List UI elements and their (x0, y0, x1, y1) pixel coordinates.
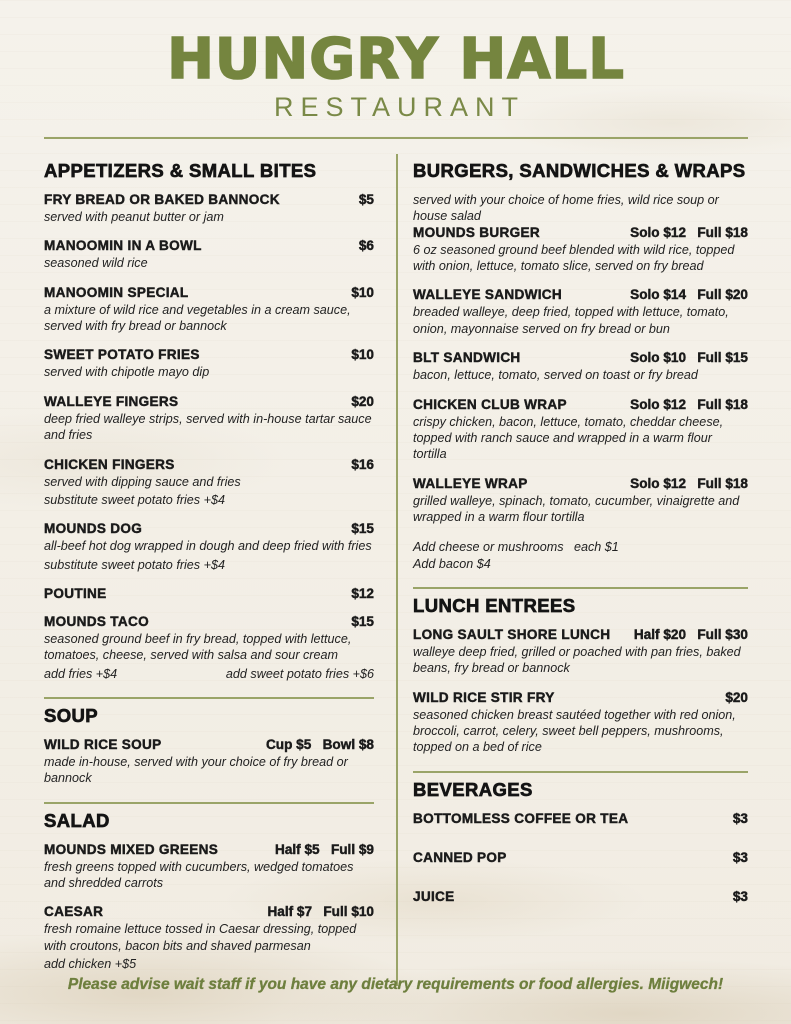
item-price: $5 (358, 192, 374, 207)
item-description: breaded walleye, deep fried, topped with lettuce, tomato, onion, mayonnaise served on fry bread or bun (413, 305, 729, 336)
item-addon-right: add sweet potato fries +$6 (225, 666, 374, 681)
item-name-price-row (44, 285, 374, 300)
item-price: Cup $5 Bowl $8 (265, 737, 374, 753)
section-soup (44, 699, 374, 787)
item-name-price-row (413, 850, 748, 865)
section-note: served with your choice of home fries, wild rice soup or house salad (413, 193, 719, 224)
item-description: deep fried walleye strips, served with in-house tartar sauce and fries (44, 411, 372, 443)
menu-item-walleye-fingers (44, 394, 374, 444)
item-name: CAESAR (44, 904, 104, 920)
item-description: 6 oz seasoned ground beef blended with wild rice, topped with onion, lettuce, tomato slice, served on fry bread (413, 242, 735, 274)
item-description: seasoned wild rice (44, 256, 148, 271)
section-appetizers (44, 154, 374, 682)
item-name-price-row (44, 737, 374, 752)
section-soup-title: SOUP (44, 705, 99, 727)
item-price: Solo $12 Full $18 (630, 475, 748, 491)
item-name: POUTINE (44, 585, 107, 601)
menu-item-juice (413, 889, 748, 904)
item-description: served with dipping sauce and fries (44, 474, 241, 489)
item-name: CANNED POP (413, 849, 507, 865)
item-description: grilled walleye, spinach, tomato, cucumber, vinaigrette and wrapped in a warm flour tortilla (413, 493, 740, 524)
restaurant-name: HUNGRY HALL (167, 27, 625, 92)
item-description: a mixture of wild rice and vegetables in a cream sauce, served with fry bread or bannock (44, 302, 351, 334)
section-lunch-entrees (413, 589, 748, 756)
menu-item-fry-bread (44, 192, 374, 225)
item-name: MOUNDS DOG (44, 521, 143, 537)
item-description: fresh romaine lettuce tossed in Caesar dressing, topped with croutons, bacon bits and shaved parmesan (44, 922, 357, 953)
section-addons (413, 539, 748, 572)
item-name-price-row (44, 192, 374, 207)
item-price: $6 (358, 238, 374, 254)
menu-item-caesar (44, 904, 374, 972)
item-name: FRY BREAD OR BAKED BANNOCK (44, 192, 280, 207)
menu-item-manoomin-bowl (44, 238, 374, 271)
item-price: $20 (351, 393, 374, 409)
left-column (44, 154, 396, 986)
item-name-price-row (44, 614, 374, 629)
section-appetizers-title: APPETIZERS & SMALL BITES (44, 160, 317, 181)
item-name: WALLEYE SANDWICH (413, 287, 563, 303)
menu-item-mounds-burger (413, 225, 748, 275)
item-price: Half $7 Full $10 (267, 904, 374, 920)
item-name-price-row (413, 811, 748, 826)
item-description: walleye deep fried, grilled or poached with pan fries, baked beans, fry bread or bannock (413, 645, 741, 676)
menu-item-chicken-fingers (44, 457, 374, 509)
item-name: CHICKEN CLUB WRAP (413, 396, 567, 412)
item-name-price-row (413, 476, 748, 491)
item-name-price-row (413, 350, 748, 365)
item-substitution-note: substitute sweet potato fries +$4 (44, 492, 225, 507)
section-burgers (413, 154, 748, 572)
menu-item-blt-sandwich (413, 350, 748, 383)
item-name-price-row (413, 397, 748, 412)
item-name: WILD RICE SOUP (44, 737, 162, 753)
menu-item-sweet-potato-fries (44, 347, 374, 380)
menu-item-walleye-wrap (413, 476, 748, 526)
item-name-price-row (44, 457, 374, 472)
item-name: MOUNDS BURGER (413, 224, 541, 240)
item-name-price-row (44, 904, 374, 919)
item-price: Half $5 Full $9 (275, 841, 374, 857)
menu-item-walleye-sandwich (413, 287, 748, 337)
menu-item-mounds-taco (44, 614, 374, 682)
item-name: JUICE (413, 888, 455, 904)
item-description: crispy chicken, bacon, lettuce, tomato, cheddar cheese, topped with ranch sauce and wrapped in a warm flour tortilla (413, 414, 724, 462)
menu-item-coffee-tea (413, 811, 748, 826)
item-name-price-row (413, 287, 748, 302)
item-description: served with peanut butter or jam (44, 210, 224, 224)
item-name: BLT SANDWICH (413, 350, 521, 366)
item-price: $20 (725, 689, 748, 705)
item-name: MANOOMIN IN A BOWL (44, 238, 202, 254)
item-name: WALLEYE FINGERS (44, 393, 179, 409)
item-name-price-row (44, 842, 374, 857)
item-name: WALLEYE WRAP (413, 475, 528, 491)
item-name-price-row (44, 347, 374, 362)
item-description: all-beef hot dog wrapped in dough and deep fried with fries (44, 539, 372, 554)
item-price: $15 (351, 613, 374, 629)
menu-item-manoomin-special (44, 285, 374, 335)
menu-item-chicken-club-wrap (413, 397, 748, 463)
item-price: $3 (732, 849, 748, 865)
item-price: Solo $14 Full $20 (630, 287, 748, 303)
menu-item-poutine (44, 586, 374, 601)
item-name-price-row (413, 889, 748, 904)
item-price: $15 (351, 521, 374, 537)
section-beverages-title: BEVERAGES (413, 778, 533, 800)
item-price: Solo $12 Full $18 (630, 224, 748, 240)
item-price: $3 (732, 888, 748, 904)
item-price: Solo $12 Full $18 (630, 396, 748, 412)
item-name-price-row (44, 394, 374, 409)
addon-cheese-mushrooms: Add cheese or mushrooms each $1 (413, 540, 619, 555)
menu-item-canned-pop (413, 850, 748, 865)
item-name: SWEET POTATO FRIES (44, 347, 200, 363)
section-beverages (413, 773, 748, 904)
item-description: made in-house, served with your choice of fry bread or bannock (44, 755, 348, 786)
section-lunch-title: LUNCH ENTREES (413, 595, 576, 617)
item-addon-left: add fries +$4 (44, 666, 118, 681)
item-description: seasoned ground beef in fry bread, topped with lettuce, tomatoes, cheese, served with salsa and sour cream (44, 631, 352, 663)
item-name: MOUNDS MIXED GREENS (44, 841, 219, 857)
item-name: LONG SAULT SHORE LUNCH (413, 627, 611, 643)
menu-item-wild-rice-soup (44, 737, 374, 787)
item-name-price-row (413, 627, 748, 642)
item-name-price-row (44, 238, 374, 253)
item-name: WILD RICE STIR FRY (413, 689, 555, 705)
restaurant-subtitle: RESTAURANT (273, 92, 525, 122)
addon-bacon: Add bacon $4 (413, 556, 491, 571)
menu-item-mixed-greens (44, 842, 374, 892)
item-price: $12 (351, 585, 374, 601)
item-name: MANOOMIN SPECIAL (44, 284, 189, 300)
item-addon-row (44, 664, 374, 682)
item-description: served with chipotle mayo dip (44, 365, 210, 380)
item-name: BOTTOMLESS COFFEE OR TEA (413, 810, 629, 826)
item-substitution-note: substitute sweet potato fries +$4 (44, 557, 225, 572)
item-price: $10 (351, 284, 374, 300)
menu-footer (0, 976, 791, 994)
item-name: CHICKEN FINGERS (44, 456, 175, 472)
item-price: $10 (351, 347, 374, 363)
section-salad-title: SALAD (44, 809, 110, 831)
item-price: $16 (351, 456, 374, 472)
dietary-notice: Please advise wait staff if you have any dietary requirements or food allergies. Miigwech! (67, 976, 724, 993)
right-column (396, 154, 748, 986)
section-burgers-title: BURGERS, SANDWICHES & WRAPS (413, 160, 746, 181)
menu-item-long-sault-lunch (413, 627, 748, 677)
item-name-price-row (413, 225, 748, 240)
item-description: bacon, lettuce, tomato, served on toast or fry bread (413, 368, 698, 383)
menu-header (44, 27, 748, 123)
section-salad (44, 804, 374, 973)
menu-columns (44, 137, 748, 986)
item-name: MOUNDS TACO (44, 613, 149, 629)
item-name-price-row (44, 586, 374, 601)
item-price: $3 (732, 810, 748, 826)
item-addon-note: add chicken +$5 (44, 957, 137, 972)
item-description: fresh greens topped with cucumbers, wedged tomatoes and shredded carrots (44, 859, 354, 891)
menu-item-mounds-dog (44, 521, 374, 573)
item-name-price-row (413, 690, 748, 705)
item-price: Solo $10 Full $15 (630, 350, 748, 366)
item-name-price-row (44, 521, 374, 536)
menu-item-wild-rice-stir-fry (413, 690, 748, 756)
item-price: Half $20 Full $30 (633, 627, 748, 643)
item-description: seasoned chicken breast sautéed together with red onion, broccoli, carrot, celery, sweet bell peppers, mushrooms, topped on a bed of rice (413, 707, 736, 755)
